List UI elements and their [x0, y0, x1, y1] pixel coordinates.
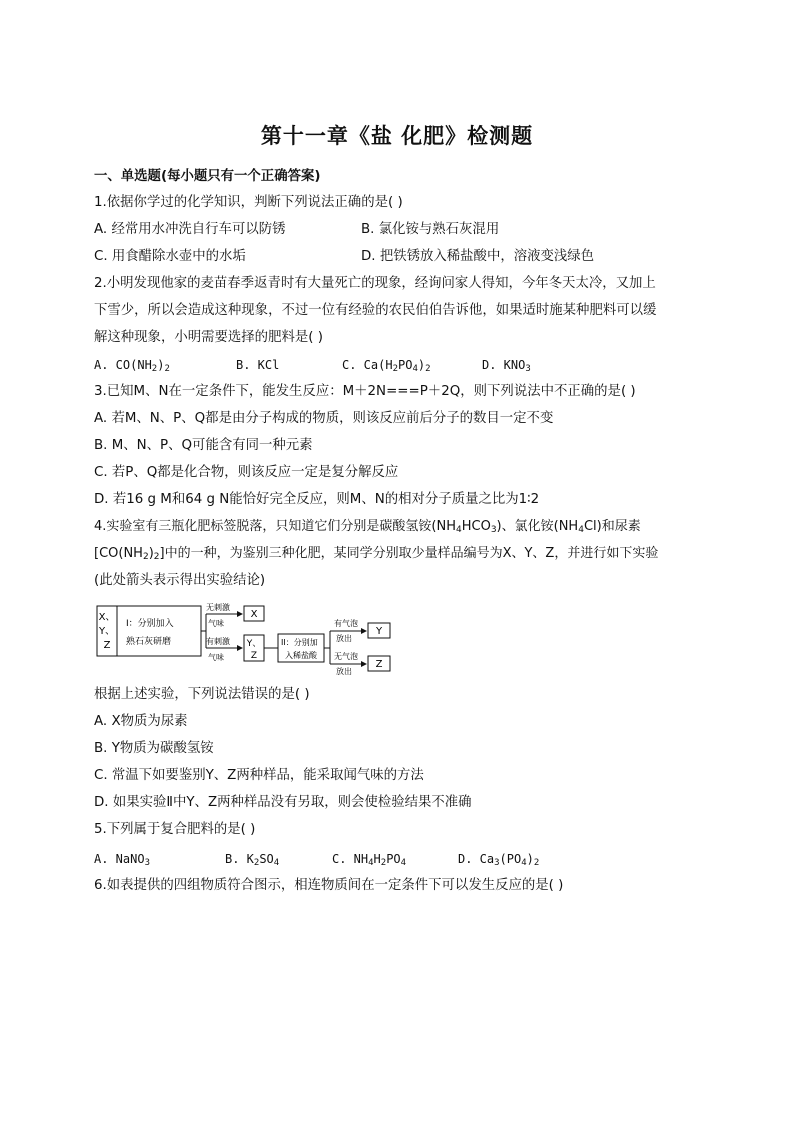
question-5-option-d: D. $Ca_3(PO_4)_2$ [458, 852, 540, 868]
step-2-line-2: 入稀盐酸 [285, 651, 317, 660]
sample-z-label: Z [103, 640, 111, 651]
question-2-option-b: B. KCl [236, 358, 280, 372]
question-5-option-a: A. NaNO$_3$ [94, 852, 150, 868]
section-heading: 一、单选题(每小题只有一个正确答案) [94, 169, 321, 184]
question-4-option-c: C. 常温下如要鉴别Y、Z两种样品，能采取闻气味的方法 [94, 768, 424, 783]
question-5-option-b: B. $K_2SO_4$ [225, 852, 280, 868]
question-3-option-c: C. 若P、Q都是化合物，则该反应一定是复分解反应 [94, 465, 399, 480]
question-3-option-a: A. 若M、N、P、Q都是由分子构成的物质，则该反应前后分子的数目一定不变 [94, 411, 554, 426]
question-4-line-3: (此处箭头表示得出实验结论) [94, 573, 266, 588]
branch-odor-line-1: 有刺激 [206, 637, 230, 646]
sample-y-label: Y、 [98, 626, 116, 637]
question-2-line-1: 2.小明发现他家的麦苗春季返青时有大量死亡的现象，经询问家人得知，今年冬天太冷，又加上 [94, 276, 656, 291]
question-1-option-a: A. 经常用水冲洗自行车可以防锈 [94, 222, 286, 237]
question-2-option-d: D. $KNO_3$ [482, 358, 531, 374]
question-4-option-d: D. 如果实验Ⅱ中Y、Z两种样品没有另取，则会使检验结果不准确 [94, 795, 472, 810]
branch-bubbles-line-1: 有气泡 [334, 619, 358, 628]
question-3-option-d: D. 若16 g M和64 g N能恰好完全反应，则M、N的相对分子质量之比为1∶2 [94, 492, 540, 507]
branch-bubbles-line-2: 放出 [336, 634, 352, 643]
page-title: 第十一章《盐 化肥》检测题 [260, 123, 534, 148]
branch-no-odor-line-2: 气味 [208, 619, 224, 628]
question-4-prompt: 根据上述实验，下列说法错误的是( ) [94, 687, 310, 702]
question-4-option-b: B. Y物质为碳酸氢铵 [94, 741, 214, 756]
branch-no-odor-line-1: 无刺激 [206, 603, 230, 612]
question-2-option-c: C. $Ca(H_2PO_4)_2$ [342, 358, 431, 374]
step-1-line-2: 熟石灰研磨 [126, 637, 172, 647]
sample-x-label: X、 [98, 612, 116, 623]
result-z-label: Z [375, 659, 383, 670]
question-4-line-2: $[CO(NH_2)_2]$中的一种，为鉴别三种化肥，某同学分别取少量样品编号为X、Y、Z，并进行如下实验 [94, 546, 659, 562]
question-3-option-b: B. M、N、P、Q可能含有同一种元素 [94, 438, 313, 453]
question-3-stem: 3.已知M、N在一定条件下，能发生反应：M＋2N===P＋2Q，则下列说法中不正确的是( ) [94, 384, 636, 399]
question-1-stem: 1.依据你学过的化学知识，判断下列说法正确的是( ) [94, 195, 403, 210]
question-2-line-2: 下雪少，所以会造成这种现象，不过一位有经验的农民伯伯告诉他，如果适时施某种肥料可以缓 [94, 303, 657, 318]
result-yz-line-2: Z [250, 651, 258, 661]
question-5-stem: 5.下列属于复合肥料的是( ) [94, 822, 256, 837]
branch-no-bubbles-line-1: 无气泡 [334, 652, 358, 661]
question-6-stem: 6.如表提供的四组物质符合图示，相连物质间在一定条件下可以发生反应的是( ) [94, 878, 564, 893]
question-1-option-b: B. 氯化铵与熟石灰混用 [361, 222, 500, 237]
step-1-line-1: I：分别加入 [126, 619, 174, 629]
question-4-line-1: 4.实验室有三瓶化肥标签脱落，只知道它们分别是碳酸氢铵$(NH_4HCO_3)$、氯化铵$(NH_4Cl)$和尿素 [94, 519, 641, 535]
experiment-flow-diagram [96, 600, 398, 678]
question-4-option-a: A. X物质为尿素 [94, 714, 188, 729]
question-2-option-a: A. $CO(NH_2)_2$ [94, 358, 170, 374]
step-1-box [117, 606, 201, 656]
result-y-label: Y [375, 626, 383, 637]
question-1-option-d: D. 把铁锈放入稀盐酸中，溶液变浅绿色 [361, 249, 595, 264]
result-yz-line-1: Y、 [246, 639, 262, 649]
question-5-option-c: C. $NH_4H_2PO_4$ [332, 852, 407, 868]
question-1-option-c: C. 用食醋除水壶中的水垢 [94, 249, 246, 264]
question-2-line-3: 解这种现象，小明需要选择的肥料是( ) [94, 330, 323, 345]
result-x-label: X [250, 609, 258, 620]
step-2-line-1: II：分别加 [281, 638, 318, 647]
branch-odor-line-2: 气味 [208, 653, 224, 662]
branch-no-bubbles-line-2: 放出 [336, 667, 352, 676]
